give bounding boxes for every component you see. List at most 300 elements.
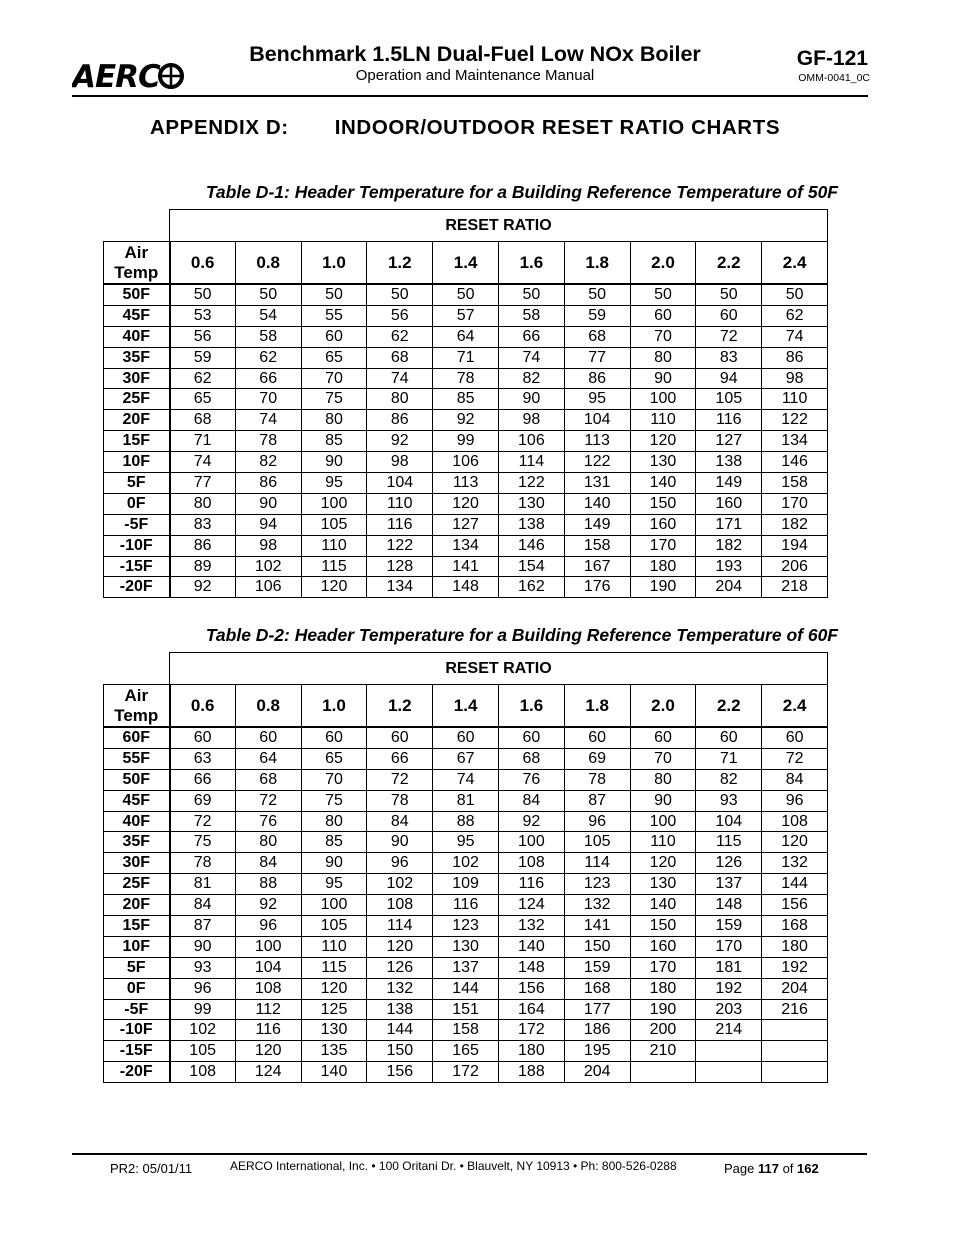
header-temp-cell: 86 (170, 535, 236, 556)
table-row (104, 916, 828, 937)
header-temp-cell: 72 (235, 790, 301, 811)
header-temp-cell: 96 (564, 811, 630, 832)
header-temp-cell: 156 (762, 895, 828, 916)
header-temp-cell: 158 (433, 1020, 499, 1041)
header-temp-cell: 69 (170, 790, 236, 811)
header-temp-cell: 138 (498, 514, 564, 535)
header-temp-cell: 68 (498, 748, 564, 769)
air-temp-cell: 50F (104, 284, 170, 305)
header-temp-cell: 127 (433, 514, 499, 535)
header-temp-cell (630, 1062, 696, 1083)
table-row (104, 832, 828, 853)
table-row (104, 410, 828, 431)
header-temp-cell: 130 (630, 874, 696, 895)
air-temp-cell: 5F (104, 473, 170, 494)
air-temp-cell: -5F (104, 999, 170, 1020)
header-temp-cell: 60 (301, 727, 367, 748)
header-temp-cell: 68 (367, 347, 433, 368)
header-temp-cell: 75 (301, 790, 367, 811)
header-temp-cell: 92 (433, 410, 499, 431)
table-row (104, 1062, 828, 1083)
revision-date: PR2: 05/01/11 (110, 1161, 193, 1176)
table-row (104, 895, 828, 916)
header-temp-cell: 130 (301, 1020, 367, 1041)
page-number (724, 1161, 819, 1176)
header-temp-cell: 131 (564, 473, 630, 494)
ratio-header: 2.4 (762, 685, 828, 728)
header-temp-cell: 123 (433, 916, 499, 937)
header-temp-cell: 71 (433, 347, 499, 368)
ratio-header: 2.0 (630, 242, 696, 285)
header-temp-cell: 75 (170, 832, 236, 853)
header-temp-cell: 100 (301, 493, 367, 514)
header-temp-cell: 77 (564, 347, 630, 368)
header-temp-cell: 105 (564, 832, 630, 853)
header-temp-cell: 56 (367, 305, 433, 326)
header-temp-cell: 105 (696, 389, 762, 410)
header-temp-cell: 60 (301, 326, 367, 347)
header-temp-cell: 96 (367, 853, 433, 874)
document-subtitle: Operation and Maintenance Manual (355, 67, 595, 84)
air-temp-header (104, 685, 170, 728)
header-temp-cell: 85 (301, 832, 367, 853)
table-row (104, 957, 828, 978)
header-temp-cell: 188 (498, 1062, 564, 1083)
header-temp-cell: 89 (170, 556, 236, 577)
header-temp-cell: 72 (367, 769, 433, 790)
header-temp-cell: 110 (630, 832, 696, 853)
header-temp-cell: 66 (367, 748, 433, 769)
header-temp-cell: 180 (630, 978, 696, 999)
table-row (104, 535, 828, 556)
header-temp-cell: 60 (433, 727, 499, 748)
header-temp-cell (696, 1062, 762, 1083)
header-temp-cell: 80 (170, 493, 236, 514)
air-temp-cell: -20F (104, 577, 170, 598)
header-temp-cell: 90 (235, 493, 301, 514)
table-row (104, 727, 828, 748)
header-temp-cell: 149 (696, 473, 762, 494)
header-temp-cell: 130 (498, 493, 564, 514)
ratio-header: 0.6 (170, 685, 236, 728)
header-temp-cell: 70 (301, 368, 367, 389)
header-temp-cell: 74 (170, 452, 236, 473)
header-temp-cell: 74 (367, 368, 433, 389)
header-temp-cell (762, 1020, 828, 1041)
table-row (104, 1041, 828, 1062)
ratio-header: 1.2 (367, 242, 433, 285)
header-temp-cell: 154 (498, 556, 564, 577)
header-temp-cell: 216 (762, 999, 828, 1020)
header-temp-cell: 60 (170, 727, 236, 748)
header-temp-cell: 96 (170, 978, 236, 999)
header-temp-cell: 60 (498, 727, 564, 748)
header-temp-cell: 108 (170, 1062, 236, 1083)
header-temp-cell: 75 (301, 389, 367, 410)
header-temp-cell: 195 (564, 1041, 630, 1062)
header-temp-cell: 108 (367, 895, 433, 916)
header-temp-cell: 71 (170, 431, 236, 452)
header-temp-cell: 182 (696, 535, 762, 556)
ratio-header: 2.2 (696, 685, 762, 728)
header-temp-cell: 140 (630, 473, 696, 494)
footer-rule (72, 1153, 867, 1155)
document-code: OMM-0041_0C (798, 72, 870, 84)
table-row (104, 769, 828, 790)
header-temp-cell: 120 (301, 577, 367, 598)
header-temp-cell: 104 (367, 473, 433, 494)
ratio-header: 0.8 (235, 685, 301, 728)
company-address: AERCO International, Inc. • 100 Oritani Dr. • Blauvelt, NY 10913 • Ph: 800-526-0288 (230, 1159, 677, 1173)
air-temp-cell: 0F (104, 978, 170, 999)
air-temp-cell: -15F (104, 556, 170, 577)
header-temp-cell: 167 (564, 556, 630, 577)
table-row (104, 514, 828, 535)
header-rule (72, 95, 868, 97)
header-temp-cell: 99 (170, 999, 236, 1020)
header-temp-cell: 137 (433, 957, 499, 978)
header-temp-cell: 165 (433, 1041, 499, 1062)
header-temp-cell: 148 (433, 577, 499, 598)
table-row (104, 326, 828, 347)
air-temp-cell: 20F (104, 895, 170, 916)
header-temp-cell: 156 (498, 978, 564, 999)
document-title: Benchmark 1.5LN Dual-Fuel Low NOx Boiler (249, 42, 701, 66)
header-temp-cell: 124 (235, 1062, 301, 1083)
header-temp-cell: 98 (235, 535, 301, 556)
header-temp-cell: 80 (367, 389, 433, 410)
header-temp-cell: 170 (696, 936, 762, 957)
header-temp-cell: 113 (564, 431, 630, 452)
header-temp-cell: 149 (564, 514, 630, 535)
table-d1 (103, 209, 828, 598)
header-temp-cell: 150 (630, 916, 696, 937)
header-temp-cell: 150 (630, 493, 696, 514)
header-temp-cell: 70 (235, 389, 301, 410)
header-temp-cell: 86 (367, 410, 433, 431)
header-temp-cell: 65 (301, 748, 367, 769)
ratio-header: 2.0 (630, 685, 696, 728)
header-temp-cell: 80 (630, 769, 696, 790)
header-temp-cell: 56 (170, 326, 236, 347)
header-temp-cell: 60 (696, 727, 762, 748)
header-temp-cell: 204 (696, 577, 762, 598)
header-temp-cell: 114 (564, 853, 630, 874)
header-temp-cell: 204 (564, 1062, 630, 1083)
header-temp-cell: 123 (564, 874, 630, 895)
header-temp-cell: 54 (235, 305, 301, 326)
header-temp-cell: 210 (630, 1041, 696, 1062)
header-temp-cell: 80 (235, 832, 301, 853)
header-temp-cell: 106 (433, 452, 499, 473)
header-temp-cell: 140 (564, 493, 630, 514)
header-temp-cell: 214 (696, 1020, 762, 1041)
header-temp-cell: 140 (498, 936, 564, 957)
corner-blank (104, 210, 170, 242)
header-temp-cell: 92 (498, 811, 564, 832)
air-temp-cell: 45F (104, 305, 170, 326)
header-temp-cell: 83 (170, 514, 236, 535)
ratio-header: 2.2 (696, 242, 762, 285)
table-row (104, 577, 828, 598)
header-temp-cell: 128 (367, 556, 433, 577)
header-temp-cell: 122 (367, 535, 433, 556)
header-temp-cell: 58 (498, 305, 564, 326)
table-row (104, 936, 828, 957)
header-temp-cell: 171 (696, 514, 762, 535)
header-temp-cell: 81 (170, 874, 236, 895)
table-row (104, 748, 828, 769)
header-temp-cell: 90 (301, 853, 367, 874)
header-temp-cell: 124 (498, 895, 564, 916)
header-temp-cell: 53 (170, 305, 236, 326)
header-temp-cell: 74 (498, 347, 564, 368)
header-temp-cell: 100 (630, 389, 696, 410)
header-temp-cell: 68 (564, 326, 630, 347)
header-temp-cell: 120 (630, 431, 696, 452)
header-temp-cell: 64 (235, 748, 301, 769)
air-temp-cell: 0F (104, 493, 170, 514)
header-temp-cell: 60 (564, 727, 630, 748)
ratio-header: 0.6 (170, 242, 236, 285)
header-temp-cell: 116 (696, 410, 762, 431)
header-temp-cell: 190 (630, 999, 696, 1020)
table-row (104, 999, 828, 1020)
table-row (104, 452, 828, 473)
header-temp-cell: 132 (564, 895, 630, 916)
header-temp-cell: 66 (498, 326, 564, 347)
header-temp-cell: 180 (498, 1041, 564, 1062)
air-temp-header-line1: Air (124, 242, 149, 262)
header-temp-cell: 68 (170, 410, 236, 431)
header-temp-cell: 90 (367, 832, 433, 853)
header-temp-cell: 130 (630, 452, 696, 473)
header-temp-cell: 93 (170, 957, 236, 978)
header-temp-cell: 71 (696, 748, 762, 769)
header-temp-cell: 86 (762, 347, 828, 368)
header-temp-cell: 72 (696, 326, 762, 347)
header-temp-cell: 64 (433, 326, 499, 347)
table-row (104, 853, 828, 874)
table-row (104, 978, 828, 999)
header-temp-cell: 65 (170, 389, 236, 410)
header-temp-cell: 164 (498, 999, 564, 1020)
header-temp-cell: 60 (367, 727, 433, 748)
header-temp-cell: 134 (433, 535, 499, 556)
header-temp-cell: 159 (564, 957, 630, 978)
header-temp-cell: 151 (433, 999, 499, 1020)
page-of: of (778, 1161, 798, 1176)
header-temp-cell: 87 (564, 790, 630, 811)
header-temp-cell: 60 (762, 727, 828, 748)
header-temp-cell: 122 (762, 410, 828, 431)
header-temp-cell: 108 (498, 853, 564, 874)
header-temp-cell: 78 (367, 790, 433, 811)
header-temp-cell: 88 (433, 811, 499, 832)
header-temp-cell: 72 (762, 748, 828, 769)
header-temp-cell: 78 (433, 368, 499, 389)
header-temp-cell: 120 (301, 978, 367, 999)
header-temp-cell: 84 (762, 769, 828, 790)
header-temp-cell: 50 (170, 284, 236, 305)
header-temp-cell: 182 (762, 514, 828, 535)
header-temp-cell: 190 (630, 577, 696, 598)
table-row (104, 431, 828, 452)
header-temp-cell: 93 (696, 790, 762, 811)
header-temp-cell: 59 (170, 347, 236, 368)
air-temp-cell: -10F (104, 535, 170, 556)
header-temp-cell: 126 (367, 957, 433, 978)
header-temp-cell: 96 (762, 790, 828, 811)
header-temp-cell: 62 (170, 368, 236, 389)
header-temp-cell: 78 (564, 769, 630, 790)
header-temp-cell: 100 (301, 895, 367, 916)
header-temp-cell: 95 (301, 473, 367, 494)
header-temp-cell: 62 (762, 305, 828, 326)
appendix-label: APPENDIX D: (150, 116, 289, 139)
header-temp-cell: 81 (433, 790, 499, 811)
header-temp-cell: 70 (630, 326, 696, 347)
header-temp-cell: 116 (367, 514, 433, 535)
header-temp-cell: 170 (630, 957, 696, 978)
header-temp-cell: 66 (235, 368, 301, 389)
header-temp-cell: 116 (498, 874, 564, 895)
header-temp-cell: 85 (433, 389, 499, 410)
header-temp-cell: 206 (762, 556, 828, 577)
header-temp-cell: 59 (564, 305, 630, 326)
header-temp-cell: 115 (301, 957, 367, 978)
header-temp-cell: 168 (762, 916, 828, 937)
header-temp-cell: 70 (630, 748, 696, 769)
header-temp-cell: 82 (696, 769, 762, 790)
air-temp-header-line2: Temp (114, 705, 159, 725)
header-temp-cell: 162 (498, 577, 564, 598)
header-temp-cell: 180 (630, 556, 696, 577)
table-row (104, 284, 828, 305)
header-temp-cell: 84 (170, 895, 236, 916)
header-temp-cell: 80 (630, 347, 696, 368)
header-temp-cell: 65 (301, 347, 367, 368)
header-temp-cell: 177 (564, 999, 630, 1020)
header-temp-cell: 102 (235, 556, 301, 577)
air-temp-header-line2: Temp (114, 262, 159, 282)
header-temp-cell: 132 (367, 978, 433, 999)
air-temp-cell: -10F (104, 1020, 170, 1041)
header-temp-cell: 58 (235, 326, 301, 347)
header-temp-cell: 109 (433, 874, 499, 895)
header-temp-cell: 115 (301, 556, 367, 577)
header-temp-cell: 181 (696, 957, 762, 978)
page-prefix: Page (724, 1161, 758, 1176)
header-temp-cell: 95 (564, 389, 630, 410)
header-temp-cell: 90 (498, 389, 564, 410)
reset-ratio-header: RESET RATIO (170, 210, 828, 242)
air-temp-cell: 35F (104, 832, 170, 853)
air-temp-cell: 50F (104, 769, 170, 790)
header-temp-cell: 146 (762, 452, 828, 473)
header-temp-cell: 110 (762, 389, 828, 410)
header-temp-cell: 60 (630, 305, 696, 326)
header-temp-cell: 50 (301, 284, 367, 305)
appendix-heading (150, 116, 780, 140)
header-temp-cell: 96 (235, 916, 301, 937)
header-temp-cell: 76 (235, 811, 301, 832)
header-temp-cell: 148 (498, 957, 564, 978)
document-number: GF-121 (796, 47, 868, 70)
header-temp-cell: 160 (630, 936, 696, 957)
air-temp-cell: 60F (104, 727, 170, 748)
header-temp-cell: 92 (235, 895, 301, 916)
air-temp-cell: 15F (104, 431, 170, 452)
header-temp-cell: 50 (235, 284, 301, 305)
header-temp-cell: 134 (367, 577, 433, 598)
table-row (104, 347, 828, 368)
header-temp-cell: 78 (170, 853, 236, 874)
header-temp-cell: 100 (498, 832, 564, 853)
header-temp-cell: 120 (433, 493, 499, 514)
header-temp-cell: 112 (235, 999, 301, 1020)
header-temp-cell: 134 (762, 431, 828, 452)
header-temp-cell: 180 (762, 936, 828, 957)
header-temp-cell: 150 (367, 1041, 433, 1062)
ratio-header: 1.0 (301, 242, 367, 285)
header-temp-cell: 138 (696, 452, 762, 473)
header-temp-cell: 120 (762, 832, 828, 853)
header-temp-cell: 192 (696, 978, 762, 999)
header-temp-cell: 106 (498, 431, 564, 452)
header-temp-cell: 156 (367, 1062, 433, 1083)
header-temp-cell (696, 1041, 762, 1062)
air-temp-header-line1: Air (124, 685, 149, 705)
header-temp-cell: 60 (630, 727, 696, 748)
header-temp-cell: 100 (235, 936, 301, 957)
header-temp-cell: 85 (301, 431, 367, 452)
header-temp-cell: 138 (367, 999, 433, 1020)
header-temp-cell: 116 (235, 1020, 301, 1041)
header-temp-cell: 98 (762, 368, 828, 389)
header-temp-cell: 80 (301, 410, 367, 431)
header-temp-cell: 141 (564, 916, 630, 937)
corner-blank (104, 653, 170, 685)
header-temp-cell: 69 (564, 748, 630, 769)
header-temp-cell: 102 (170, 1020, 236, 1041)
table-row (104, 556, 828, 577)
header-temp-cell: 148 (696, 895, 762, 916)
ratio-header: 1.0 (301, 685, 367, 728)
header-temp-cell: 110 (301, 535, 367, 556)
header-temp-cell: 193 (696, 556, 762, 577)
header-temp-cell: 114 (367, 916, 433, 937)
header-temp-cell: 127 (696, 431, 762, 452)
page-total: 162 (797, 1161, 819, 1176)
header-temp-cell: 50 (564, 284, 630, 305)
header-temp-cell: 55 (301, 305, 367, 326)
header-temp-cell: 70 (301, 769, 367, 790)
air-temp-cell: 40F (104, 811, 170, 832)
header-temp-cell: 158 (564, 535, 630, 556)
header-temp-cell: 74 (433, 769, 499, 790)
header-temp-cell: 170 (630, 535, 696, 556)
header-temp-cell: 90 (170, 936, 236, 957)
header-temp-cell: 140 (301, 1062, 367, 1083)
ratio-header: 1.8 (564, 685, 630, 728)
header-temp-cell: 122 (498, 473, 564, 494)
header-temp-cell: 116 (433, 895, 499, 916)
header-temp-cell: 95 (301, 874, 367, 895)
header-temp-cell: 60 (696, 305, 762, 326)
header-temp-cell: 106 (235, 577, 301, 598)
table-row (104, 473, 828, 494)
